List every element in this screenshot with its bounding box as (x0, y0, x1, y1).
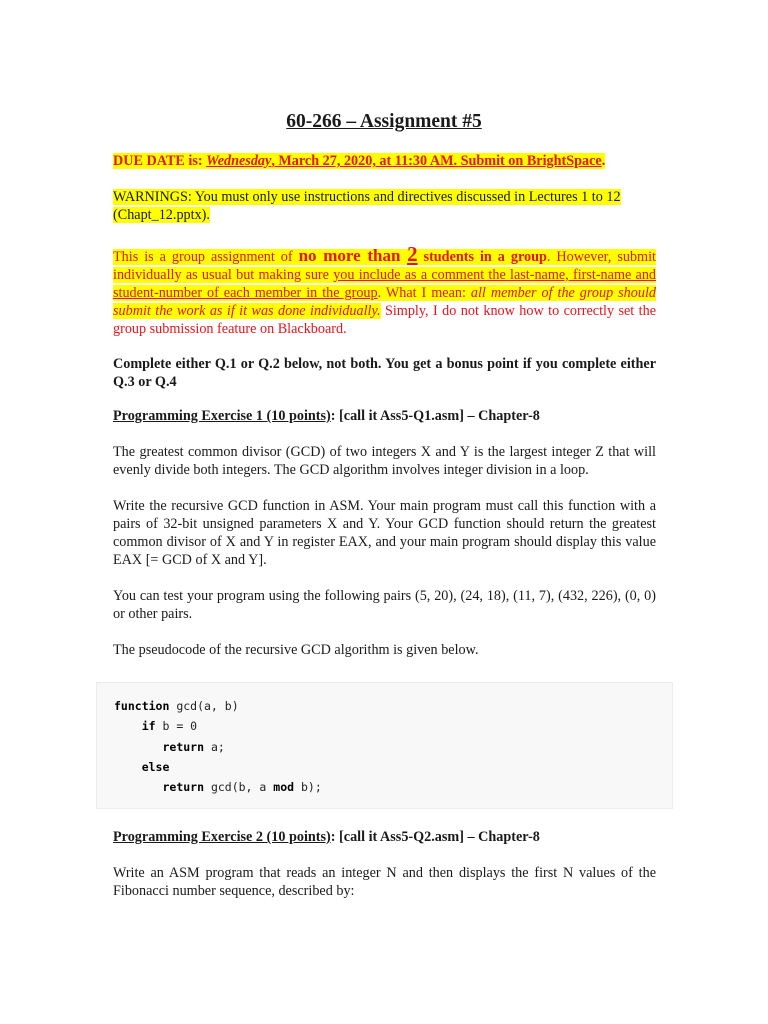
warnings-line2: (Chapt_12.pptx). (113, 207, 210, 223)
due-rest: , March 27, 2020, at 11:30 AM. Submit on BrightSpace (271, 153, 602, 169)
code-kw-mod: mod (273, 780, 295, 795)
exercise-2-suffix: : [call it Ass5-Q2.asm] – Chapter-8 (330, 829, 540, 845)
group-underline: you include as a comment the last-name, first-name and student-number of each member in the group (113, 267, 657, 301)
group-italic: all member of the group should submit the work as if it was done individually. (113, 285, 656, 319)
group-text-2: . However, submit individually as usual but making sure (113, 249, 656, 283)
due-date (113, 152, 656, 170)
code-kw-function: function (114, 699, 170, 713)
due-end: . (601, 153, 606, 169)
exercise-1-heading (113, 407, 656, 425)
pseudocode-block (96, 682, 673, 809)
exercise-1-para-2: Write the recursive GCD function in ASM. Your main program must call this function with a pairs of 32-bit unsigned parameters X and Y. Your GCD function should return the greatest common divisor of X and Y in register EAX, and your main program should display this value EAX [= GCD of X and Y]. (113, 498, 656, 568)
due-day: Wednesday (206, 153, 272, 169)
code-return-1: a; (204, 739, 225, 754)
group-big-2: 2 (407, 242, 418, 266)
due-prefix: DUE DATE is: (113, 153, 207, 169)
exercise-2-title: Programming Exercise 2 (10 points) (113, 829, 331, 845)
exercise-1-para-4: The pseudocode of the recursive GCD algorithm is given below. (113, 642, 479, 658)
code-condition: b = 0 (155, 719, 198, 734)
warnings-line1: WARNINGS: You must only use instructions and directives discussed in Lectures 1 to 12 (113, 189, 621, 205)
code-kw-if: if (141, 719, 156, 734)
page-title: 60-266 – Assignment #5 (286, 111, 482, 132)
warnings (113, 188, 656, 224)
group-big-1: no more than (298, 246, 408, 265)
exercise-1-title: Programming Exercise 1 (10 points) (113, 408, 331, 424)
code-return-2a: gcd(b, a (204, 780, 274, 795)
exercise-1-suffix: : [call it Ass5-Q1.asm] – Chapter-8 (330, 408, 540, 424)
group-text-3: . What I mean: (377, 285, 471, 301)
group-text-4: Simply, I do not know how to correctly set the group submission feature on Blackboard. (113, 303, 656, 337)
code-signature: gcd(a, b) (169, 699, 239, 713)
instructions: Complete either Q.1 or Q.2 below, not both. You get a bonus point if you complete either Q.3 or Q.4 (113, 356, 656, 390)
exercise-2-heading (113, 828, 656, 846)
code-kw-return-1: return (162, 739, 205, 754)
group-text-1: This is a group assignment of (113, 249, 299, 265)
exercise-2-para-1: Write an ASM program that reads an integer N and then displays the first N values of the Fibonacci number sequence, described by: (113, 865, 656, 899)
code-kw-else: else (141, 759, 170, 774)
due-details (206, 153, 602, 169)
code-return-2b: b); (294, 780, 322, 795)
group-bold: students in a group (417, 249, 547, 265)
pseudocode (114, 696, 322, 797)
group-note (113, 242, 657, 338)
exercise-1-para-3: You can test your program using the following pairs (5, 20), (24, 18), (11, 7), (432, 226), (0, 0) or other pairs. (113, 588, 656, 622)
code-kw-return-2: return (162, 780, 205, 795)
exercise-1-para-1: The greatest common divisor (GCD) of two integers X and Y is the largest integer Z that will evenly divide both integers. The GCD algorithm involves integer division in a loop. (113, 444, 656, 478)
